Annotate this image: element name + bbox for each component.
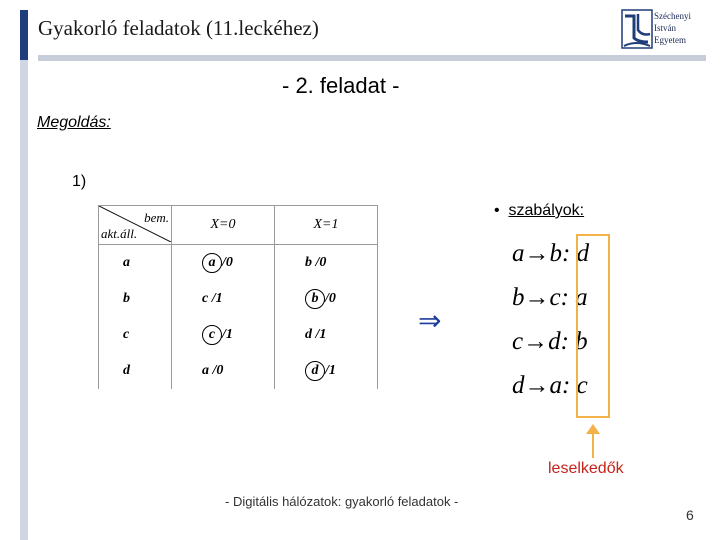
transition-cell: b /0 xyxy=(275,245,378,282)
table-row xyxy=(99,245,378,282)
up-arrow-icon xyxy=(586,424,600,434)
corner-top-label: bem. xyxy=(144,210,169,225)
logo-line-1: Széchenyi xyxy=(654,11,691,21)
state-label: b xyxy=(99,281,172,317)
state-label: c xyxy=(99,317,172,353)
rule-item: c→d: b xyxy=(512,328,588,355)
title-underline-rule xyxy=(38,55,706,61)
transition-cell: b /0 xyxy=(275,281,378,317)
stable-state-circle: d xyxy=(305,361,325,381)
rules-heading xyxy=(494,202,584,220)
state-label: d xyxy=(99,353,172,389)
stable-state-circle: c xyxy=(202,325,222,345)
slide-title: Gyakorló feladatok (11.leckéhez) xyxy=(38,16,319,40)
solution-label: Megoldás: xyxy=(37,114,111,131)
up-arrow-shaft xyxy=(592,430,594,458)
logo-line-3: Egyetem xyxy=(654,35,686,45)
rules-heading-label: szabályok: xyxy=(508,202,585,219)
column-header: X=1 xyxy=(275,206,378,245)
state-label: a xyxy=(99,245,172,282)
corner-bottom-label: akt.áll. xyxy=(101,226,138,241)
rule-item: d→a: c xyxy=(512,372,588,399)
bullet-icon: • xyxy=(494,202,500,219)
rule-item: a→b: d xyxy=(512,240,590,267)
highlight-box xyxy=(576,234,610,418)
transition-cell: d /1 xyxy=(275,353,378,389)
table-row xyxy=(99,353,378,389)
annotation-label: leselkedők xyxy=(548,460,624,477)
footer-text: - Digitális hálózatok: gyakorló feladatok - xyxy=(225,494,459,509)
left-accent-bar xyxy=(20,10,28,540)
table-row xyxy=(99,317,378,353)
column-header: X=0 xyxy=(172,206,275,245)
transition-cell: a /0 xyxy=(172,245,275,282)
task-subtitle: - 2. feladat - xyxy=(282,73,400,98)
logo-line-2: István xyxy=(654,23,676,33)
transition-cell: c /1 xyxy=(172,281,275,317)
table-corner-cell xyxy=(99,206,172,245)
implies-arrow-icon: ⇒ xyxy=(418,305,442,336)
transition-cell: c /1 xyxy=(172,317,275,353)
logo-text xyxy=(654,10,691,46)
left-accent-bar-top xyxy=(20,10,28,60)
stable-state-circle: b xyxy=(305,289,325,309)
state-transition-table xyxy=(98,205,378,389)
stable-state-circle: a xyxy=(202,253,222,273)
table-row xyxy=(99,281,378,317)
page-number: 6 xyxy=(686,507,694,523)
transition-cell: a /0 xyxy=(172,353,275,389)
transition-cell: d /1 xyxy=(275,317,378,353)
step-label: 1) xyxy=(72,173,87,190)
rule-item: b→c: a xyxy=(512,284,588,311)
